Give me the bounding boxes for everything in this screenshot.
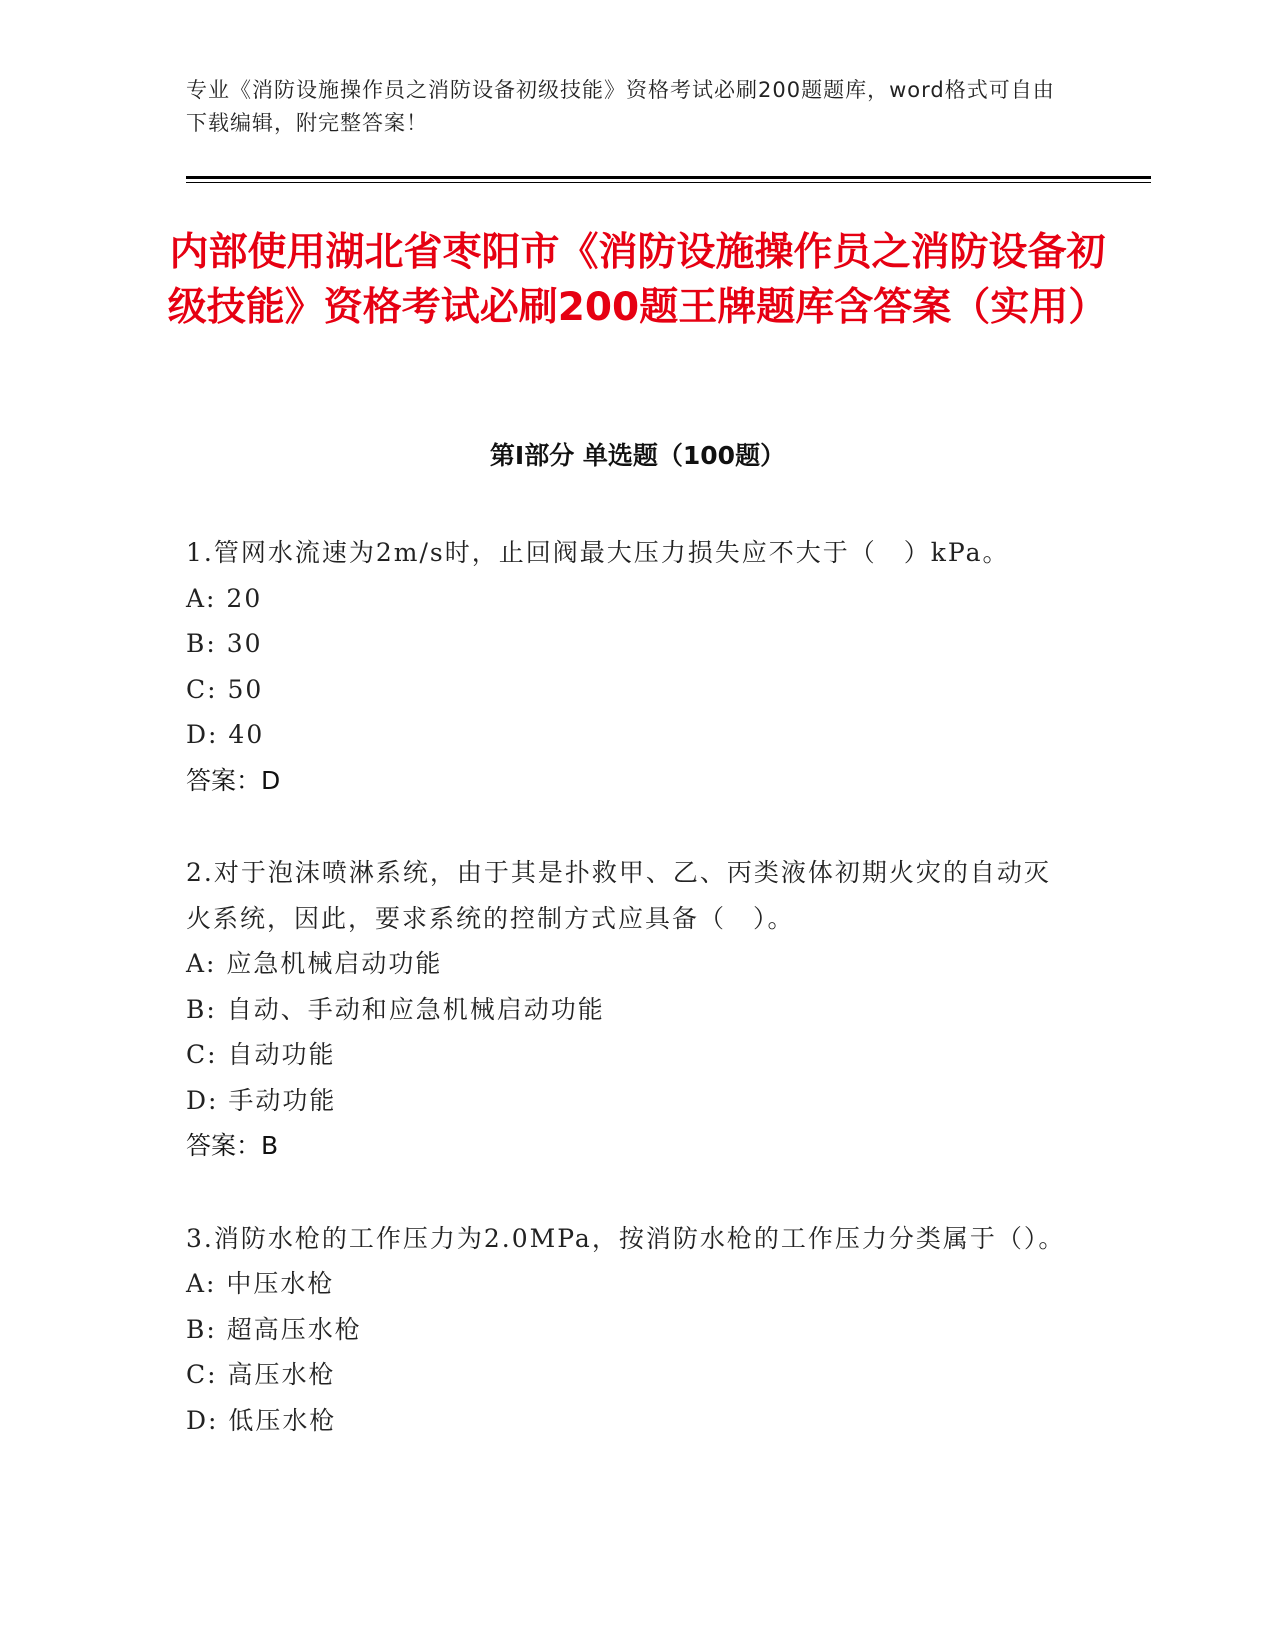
section-title: 第Ⅰ部分 单选题（100题） [489,441,786,470]
header-note: 专业《消防设施操作员之消防设备初级技能》资格考试必刷200题题库，word格式可自由下载编辑，附完整答案！ [186,78,1055,135]
question-3 [186,1216,1066,1444]
answer: 答案：B [186,1131,279,1160]
option-d: D: 低压水枪 [186,1405,337,1435]
option-c: C: 50 [186,674,264,704]
option-d: D: 手动功能 [186,1085,337,1115]
document-title: 内部使用湖北省枣阳市《消防设施操作员之消防设备初级技能》资格考试必刷200题王牌题库含答案（实用） [167,230,1108,330]
option-b: B: 自动、手动和应急机械启动功能 [186,994,605,1024]
question-1 [186,530,1066,803]
option-c: C: 自动功能 [186,1040,336,1069]
header-divider-thick [186,176,1151,179]
question-stem: 2.对于泡沫喷淋系统，由于其是扑救甲、乙、丙类液体初期火灾的自动灭火系统，因此，要求系统的控制方式应具备（ ）。 [186,858,1051,933]
question-stem: 3.消防水枪的工作压力为2.0MPa，按消防水枪的工作压力分类属于（）。 [186,1223,1066,1253]
option-a: A: 应急机械启动功能 [186,949,443,978]
answer: 答案：D [186,765,281,795]
option-b: B: 超高压水枪 [186,1314,362,1344]
option-b: B: 30 [186,629,263,658]
question-stem: 1.管网水流速为2m/s时，止回阀最大压力损失应不大于（ ）kPa。 [186,538,1010,567]
option-d: D: 40 [186,720,265,749]
question-list [186,530,1066,1490]
question-2 [186,850,1066,1169]
option-a: A: 20 [186,583,263,613]
option-a: A: 中压水枪 [186,1269,335,1298]
option-c: C: 高压水枪 [186,1360,336,1389]
header-divider-thin [186,182,1151,183]
